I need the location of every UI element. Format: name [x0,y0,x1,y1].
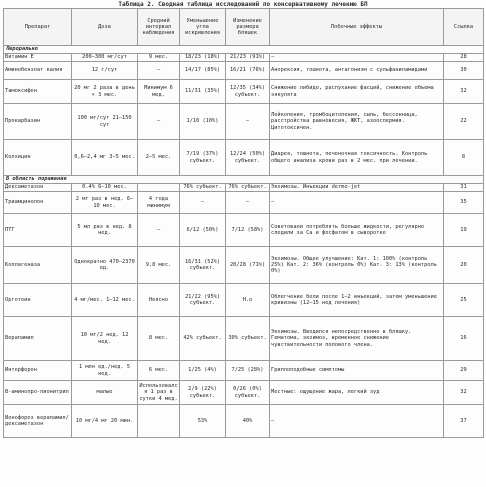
summary-table [3,8,484,438]
cell-ref: 22 [444,104,484,140]
cell-dose: Однократно 470–2370 ед. [72,247,138,284]
cell-side: Экхимозы. Вводился непосредственно в бляшку. Гематома, экхимоз, временное снижение чувствительности полового члена. [270,317,444,361]
cell-interval: – [138,104,180,140]
cell-interval: 8 мес. [138,317,180,361]
header-dose: Доза [72,9,138,46]
cell-side: Гриппоподобные симптомы [270,361,444,381]
cell-plaque: 21/23 (91%) [226,54,270,62]
cell-plaque: 7/25 (28%) [226,361,270,381]
cell-drug: Дексаметазон [4,184,72,192]
cell-plaque: – [226,192,270,214]
cell-dose: 100 мг/сут 21–150 сут [72,104,138,140]
cell-plaque: 7/12 (58%) [226,214,270,247]
cell-drug: Триамцинолон [4,192,72,214]
cell-drug: Интерферон [4,361,72,381]
cell-side: Экхимозы. Инъекции dermo-jet [270,184,444,192]
cell-plaque: – [226,104,270,140]
table-row [4,247,484,284]
cell-dose: 200–300 мг/сут [72,54,138,62]
cell-ref: 20 [444,247,484,284]
cell-interval: Использовался 1 раз в сутки 4 мед. [138,381,180,405]
cell-angle: 53% [180,405,226,438]
table-row [4,80,484,104]
cell-plaque: 16/21 (76%) [226,62,270,80]
cell-angle: 7/19 (37%) субъект. [180,140,226,176]
cell-side: – [270,192,444,214]
cell-drug: ПТГ [4,214,72,247]
cell-ref: 8 [444,140,484,176]
cell-interval [138,184,180,192]
cell-angle: 14/17 (85%) [180,62,226,80]
header-interval: Средний интервал наблюдения [138,9,180,46]
cell-angle: 1/10 (10%) [180,104,226,140]
cell-ref: 31 [444,184,484,192]
cell-angle: 18/23 (18%) [180,54,226,62]
cell-side: Экхимозы. Общее улучшение: Кат. 1: 100% (контроль 25%) Кат. 2: 36% (контроль 0%) Кат. 3: 13% (контроль 0%) [270,247,444,284]
cell-ref: 32 [444,381,484,405]
cell-plaque: 12/35 (34%) субъект. [226,80,270,104]
cell-dose: 5 мл раз в нед. 8 нед. [72,214,138,247]
header-drug: Препарат [4,9,72,46]
table-row [4,284,484,317]
cell-interval: – [138,62,180,80]
cell-plaque: Н.о [226,284,270,317]
cell-ref: 37 [444,405,484,438]
cell-dose: 0,6–2,4 мг 3–5 мес. [72,140,138,176]
section-row-lesion [4,176,484,184]
table-row [4,381,484,405]
cell-side: Местные: ощущение жара, легкий зуд [270,381,444,405]
cell-drug: Витамин Е [4,54,72,62]
cell-drug: Колхицин [4,140,72,176]
cell-plaque: 76% субъект. [226,184,270,192]
table-row [4,140,484,176]
cell-drug: Прокарбазин [4,104,72,140]
cell-side: Облегчение боли после 1–2 инъекций, затем уменьшение кривизны (12–15 нед лечения) [270,284,444,317]
cell-side: Анорексия, тошнота, антагонизм с сульфаниламидами [270,62,444,80]
cell-dose: 20 мг 2 раза в день × 3 мес. [72,80,138,104]
cell-side: – [270,54,444,62]
cell-drug: Ионофорез верапамил/ дексаметазон [4,405,72,438]
cell-angle: 16/31 (52%) субъект. [180,247,226,284]
cell-drug: Орготеин [4,284,72,317]
cell-side: Диарея, тошнота, печеночная токсичность. Контроль общего анализа крови раз в 2 мес. при лечении. [270,140,444,176]
cell-drug: Коллагеназа [4,247,72,284]
cell-interval: – [138,214,180,247]
cell-ref: 16 [444,317,484,361]
cell-dose: 12 г/сут [72,62,138,80]
section-heading: В область поражения [4,176,484,184]
header-angle: Уменьшение угла искривления [180,9,226,46]
cell-interval: Минимум 6 мед. [138,80,180,104]
cell-interval: 2–5 мес. [138,140,180,176]
cell-plaque: 12/24 (50%) субъект. [226,140,270,176]
cell-ref: 32 [444,80,484,104]
table-caption: Таблица 2. Сводная таблица исследований по консервативному лечению БП [118,1,368,8]
cell-angle: 42% субъект. [180,317,226,361]
cell-angle: 76% субъект. [180,184,226,192]
cell-side: Снижение либидо, распухание фасций, снижение объема эякулята [270,80,444,104]
cell-dose: 0.4% 6–10 мес. [72,184,138,192]
cell-ref: 29 [444,361,484,381]
cell-ref: 19 [444,214,484,247]
cell-drug: Верапамил [4,317,72,361]
cell-dose: 1 млн ед./нед. 5 нед. [72,361,138,381]
cell-drug: Аминобензоат калия [4,62,72,80]
table-row [4,214,484,247]
cell-plaque: 40% [226,405,270,438]
header-row [4,9,484,46]
cell-interval: 4 года минимум [138,192,180,214]
cell-interval: 6 мес. [138,361,180,381]
cell-side: Советовали потреблять больше жидкости, регулярно следили за Са и фосфатом в сыворотке [270,214,444,247]
table-row [4,361,484,381]
cell-angle: 1/25 (4%) [180,361,226,381]
cell-angle: 6/12 (50%) [180,214,226,247]
cell-drug: В-аминопро-пионитрил [4,381,72,405]
cell-ref: 30 [444,62,484,80]
cell-plaque: 20/28 (71%) [226,247,270,284]
cell-interval: 9 мес. [138,54,180,62]
cell-interval: Неясно [138,284,180,317]
cell-ref: 25 [444,284,484,317]
cell-angle: 21/22 (95%) субъект. [180,284,226,317]
header-side-effects: Побочные эффекты [270,9,444,46]
table-row [4,184,484,192]
cell-dose: 4 мг/мес. 1–12 мес. [72,284,138,317]
table-row [4,62,484,80]
table-row [4,405,484,438]
cell-angle: 11/31 (35%) [180,80,226,104]
section-heading: Перорально [4,46,484,54]
cell-plaque: 30% субъект. [226,317,270,361]
cell-plaque: 0/26 (0%) субъект. [226,381,270,405]
table-row [4,317,484,361]
header-plaque: Изменение размера бляшек [226,9,270,46]
cell-drug: Тамоксифен [4,80,72,104]
table-row [4,192,484,214]
cell-side: – [270,405,444,438]
cell-ref: 35 [444,192,484,214]
section-row-oral [4,46,484,54]
table-row [4,54,484,62]
header-reference: Ссылка [444,9,484,46]
cell-side: Лейкопения, тромбоцитопения, сыпь, бессонница, расстройства равновесия, ЖКТ, азооспермия. Цитотоксичен. [270,104,444,140]
cell-dose: 10 мг/2 нед. 12 нед. [72,317,138,361]
cell-dose: малые [72,381,138,405]
cell-angle: 2/9 (22%) субъект. [180,381,226,405]
cell-interval [138,405,180,438]
cell-dose: 2 мг раз в нед. 6–10 мес. [72,192,138,214]
cell-angle: – [180,192,226,214]
table-row [4,104,484,140]
cell-interval: 9,8 мес. [138,247,180,284]
cell-dose: 10 мг/4 мг 20 мин. [72,405,138,438]
cell-ref: 28 [444,54,484,62]
